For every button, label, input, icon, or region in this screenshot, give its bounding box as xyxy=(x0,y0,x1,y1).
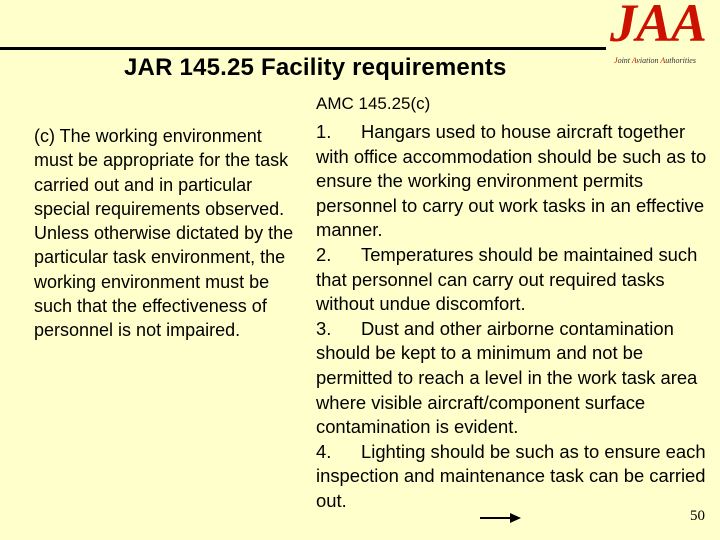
requirement-paragraph: (c) The working environment must be appropriate for the task carried out and in particular special requirements observed. Unless otherwise dictated by the particular task environment, the working environment must be such that the effectiveness of personnel is not impaired. xyxy=(34,126,294,341)
amc-item-text: Temperatures should be maintained such that personnel can carry out required tasks without undue discomfort. xyxy=(316,243,698,315)
amc-item xyxy=(316,440,712,514)
amc-item xyxy=(316,120,712,243)
requirement-text xyxy=(34,124,296,343)
logo-tagline-part: A xyxy=(631,56,637,65)
jaa-logo xyxy=(606,2,720,72)
logo-tagline-part: uthorities xyxy=(665,56,696,65)
page-title: JAR 145.25 Facility requirements xyxy=(124,54,507,81)
amc-item-list xyxy=(316,120,712,514)
amc-item-text: Hangars used to house aircraft together with office accommodation should be such as to ensure the working environment permits personnel to carry out work tasks in an effective manner. xyxy=(316,121,707,241)
logo-tagline-part: viation xyxy=(636,56,661,65)
amc-heading: AMC 145.25(c) xyxy=(316,94,431,113)
page-number: 50 xyxy=(690,508,705,524)
logo-tagline-part: A xyxy=(660,56,666,65)
amc-item xyxy=(316,317,712,440)
amc-item xyxy=(316,243,712,317)
logo-tagline xyxy=(614,56,696,65)
amc-item-text: Lighting should be such as to ensure each inspection and maintenance task can be carried out. xyxy=(316,440,706,511)
amc-item-text: Dust and other airborne contamination should be kept to a minimum and not be permitted to reach a level in the work task area where visible aircraft/component surface contamination is evident. xyxy=(316,317,698,438)
amc-item-number: 4. xyxy=(316,440,332,462)
amc-item-number: 3. xyxy=(316,317,332,339)
title-rule xyxy=(0,47,606,50)
amc-item-number: 2. xyxy=(316,243,332,265)
logo-tagline-part: J xyxy=(614,56,618,65)
logo-tagline-part: oint xyxy=(617,56,632,65)
right-arrow-icon[interactable] xyxy=(480,512,522,524)
logo-letters: JAA xyxy=(610,0,707,53)
amc-item-number: 1. xyxy=(316,121,332,142)
